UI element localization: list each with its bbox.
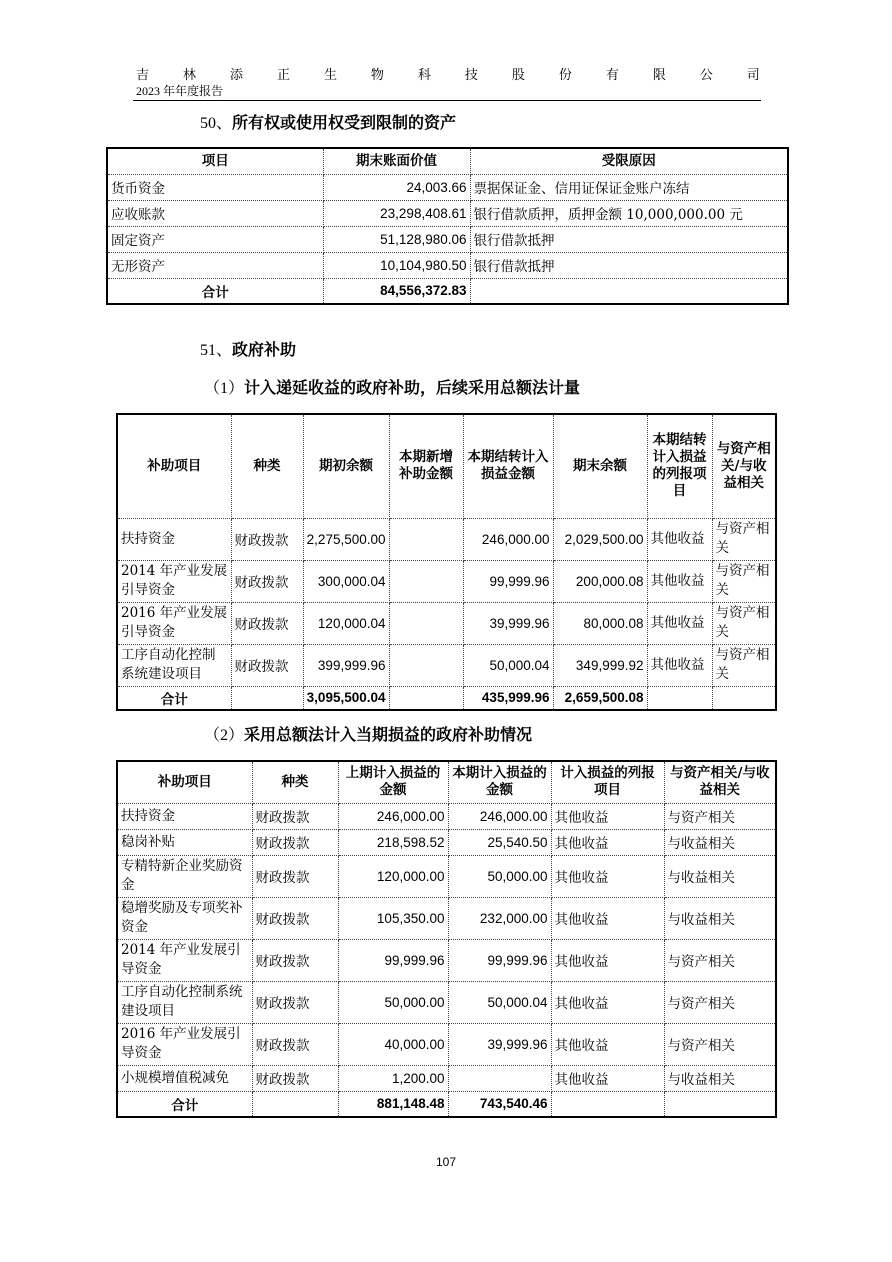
cell-prior: 99,999.96 bbox=[338, 939, 448, 981]
cell-report-item: 其他收益 bbox=[551, 803, 664, 829]
table-row bbox=[117, 897, 776, 939]
subsection-2-title: 采用总额法计入当期损益的政府补助情况 bbox=[244, 725, 533, 744]
cell-type: 财政拨款 bbox=[231, 560, 303, 602]
cell-relation: 与资产相关 bbox=[664, 939, 776, 981]
header-char: 有 bbox=[605, 68, 619, 83]
current-period-subsidy-table bbox=[116, 760, 777, 1118]
table-row bbox=[117, 803, 776, 829]
cell-total-added bbox=[389, 686, 463, 710]
cell-reason: 银行借款抵押 bbox=[470, 252, 788, 278]
header-char: 科 bbox=[417, 68, 431, 83]
header-char: 吉 bbox=[136, 68, 150, 83]
cell-item: 工序自动化控制系统建设项目 bbox=[117, 644, 231, 686]
cell-relation: 与收益相关 bbox=[664, 829, 776, 855]
cell-total-type bbox=[231, 686, 303, 710]
cell-current: 99,999.96 bbox=[448, 939, 551, 981]
cell-total-label: 合计 bbox=[107, 278, 323, 304]
table-header-row bbox=[117, 761, 776, 803]
column-header: 期末余额 bbox=[553, 414, 647, 518]
column-header: 本期结转计入损益的列报项目 bbox=[647, 414, 712, 518]
cell-total-label: 合计 bbox=[117, 1091, 252, 1117]
table-row bbox=[117, 602, 776, 644]
table-row bbox=[117, 1065, 776, 1091]
cell-current: 39,999.96 bbox=[448, 1023, 551, 1065]
cell-type: 财政拨款 bbox=[252, 981, 338, 1023]
cell-report-item: 其他收益 bbox=[551, 855, 664, 897]
table-row bbox=[107, 174, 788, 200]
cell-relation: 与收益相关 bbox=[664, 1065, 776, 1091]
cell-prior: 120,000.00 bbox=[338, 855, 448, 897]
table-total-row bbox=[117, 1091, 776, 1117]
cell-relation: 与资产相关 bbox=[664, 803, 776, 829]
section-51-title: 政府补助 bbox=[232, 340, 297, 359]
cell-type: 财政拨款 bbox=[252, 803, 338, 829]
table-header-row bbox=[117, 414, 776, 518]
cell-transferred: 246,000.00 bbox=[463, 518, 553, 560]
cell-item: 固定资产 bbox=[107, 226, 323, 252]
cell-total-reason bbox=[470, 278, 788, 304]
cell-report-item: 其他收益 bbox=[647, 644, 712, 686]
cell-opening: 399,999.96 bbox=[303, 644, 389, 686]
cell-item: 货币资金 bbox=[107, 174, 323, 200]
column-header: 与资产相关/与收益相关 bbox=[712, 414, 776, 518]
cell-total-report-item bbox=[647, 686, 712, 710]
column-header: 上期计入损益的金额 bbox=[338, 761, 448, 803]
cell-item: 2016 年产业发展引导资金 bbox=[117, 1023, 252, 1065]
cell-type: 财政拨款 bbox=[252, 939, 338, 981]
cell-relation: 与资产相关 bbox=[712, 644, 776, 686]
cell-report-item: 其他收益 bbox=[647, 518, 712, 560]
cell-item: 应收账款 bbox=[107, 200, 323, 226]
subsection-1-title: 计入递延收益的政府补助，后续采用总额法计量 bbox=[244, 378, 581, 397]
cell-reason: 银行借款抵押 bbox=[470, 226, 788, 252]
cell-current: 50,000.04 bbox=[448, 981, 551, 1023]
cell-report-item: 其他收益 bbox=[551, 897, 664, 939]
cell-total-label: 合计 bbox=[117, 686, 231, 710]
cell-added bbox=[389, 644, 463, 686]
subsection-2-heading bbox=[204, 722, 532, 745]
table-row bbox=[117, 981, 776, 1023]
cell-total-prior: 881,148.48 bbox=[338, 1091, 448, 1117]
deferred-subsidy-table bbox=[116, 413, 777, 711]
cell-opening: 300,000.04 bbox=[303, 560, 389, 602]
cell-type: 财政拨款 bbox=[252, 1023, 338, 1065]
cell-added bbox=[389, 602, 463, 644]
header-divider bbox=[133, 100, 761, 101]
cell-current: 50,000.00 bbox=[448, 855, 551, 897]
cell-closing: 2,029,500.00 bbox=[553, 518, 647, 560]
cell-total-value: 84,556,372.83 bbox=[323, 278, 470, 304]
cell-report-item: 其他收益 bbox=[647, 602, 712, 644]
cell-reason: 银行借款质押，质押金额 10,000,000.00 元 bbox=[470, 200, 788, 226]
cell-report-item: 其他收益 bbox=[551, 829, 664, 855]
header-report-year: 2023 年年度报告 bbox=[136, 84, 224, 98]
section-51-number: 51、 bbox=[200, 342, 233, 359]
cell-item: 无形资产 bbox=[107, 252, 323, 278]
header-char: 份 bbox=[558, 68, 572, 83]
cell-type: 财政拨款 bbox=[252, 1065, 338, 1091]
cell-opening: 2,275,500.00 bbox=[303, 518, 389, 560]
section-50-title: 所有权或使用权受到限制的资产 bbox=[232, 113, 457, 132]
cell-value: 51,128,980.06 bbox=[323, 226, 470, 252]
header-char: 限 bbox=[652, 68, 666, 83]
column-header: 本期结转计入损益金额 bbox=[463, 414, 553, 518]
cell-report-item: 其他收益 bbox=[551, 981, 664, 1023]
cell-total-opening: 3,095,500.04 bbox=[303, 686, 389, 710]
cell-item: 扶持资金 bbox=[117, 518, 231, 560]
section-51-heading bbox=[200, 337, 296, 360]
table-header-row bbox=[107, 148, 788, 174]
cell-type: 财政拨款 bbox=[231, 602, 303, 644]
cell-type: 财政拨款 bbox=[252, 855, 338, 897]
cell-total-closing: 2,659,500.08 bbox=[553, 686, 647, 710]
cell-relation: 与收益相关 bbox=[664, 855, 776, 897]
cell-value: 10,104,980.50 bbox=[323, 252, 470, 278]
cell-item: 稳增奖励及专项奖补资金 bbox=[117, 897, 252, 939]
column-header: 计入损益的列报项目 bbox=[551, 761, 664, 803]
column-header: 本期计入损益的金额 bbox=[448, 761, 551, 803]
table-row bbox=[117, 829, 776, 855]
cell-added bbox=[389, 518, 463, 560]
subsection-2-number: （2） bbox=[204, 727, 245, 744]
cell-relation: 与资产相关 bbox=[664, 1023, 776, 1065]
cell-transferred: 99,999.96 bbox=[463, 560, 553, 602]
cell-type: 财政拨款 bbox=[252, 897, 338, 939]
header-char: 添 bbox=[229, 68, 243, 83]
cell-reason: 票据保证金、信用证保证金账户冻结 bbox=[470, 174, 788, 200]
cell-current: 246,000.00 bbox=[448, 803, 551, 829]
table-row bbox=[117, 1023, 776, 1065]
table-row bbox=[107, 226, 788, 252]
cell-closing: 80,000.08 bbox=[553, 602, 647, 644]
cell-report-item: 其他收益 bbox=[551, 1023, 664, 1065]
table-row bbox=[117, 560, 776, 602]
column-header: 种类 bbox=[252, 761, 338, 803]
cell-opening: 120,000.04 bbox=[303, 602, 389, 644]
cell-closing: 349,999.92 bbox=[553, 644, 647, 686]
column-header: 补助项目 bbox=[117, 761, 252, 803]
header-company-name bbox=[136, 64, 760, 83]
restricted-assets-table bbox=[106, 147, 789, 305]
cell-total-relation bbox=[664, 1091, 776, 1117]
cell-transferred: 50,000.04 bbox=[463, 644, 553, 686]
cell-item: 专精特新企业奖励资金 bbox=[117, 855, 252, 897]
table-row bbox=[117, 518, 776, 560]
column-header: 项目 bbox=[107, 148, 323, 174]
header-char: 技 bbox=[464, 68, 478, 83]
cell-relation: 与资产相关 bbox=[712, 560, 776, 602]
cell-relation: 与资产相关 bbox=[664, 981, 776, 1023]
cell-prior: 246,000.00 bbox=[338, 803, 448, 829]
page-number: 107 bbox=[435, 1155, 457, 1169]
cell-closing: 200,000.08 bbox=[553, 560, 647, 602]
cell-total-type bbox=[252, 1091, 338, 1117]
cell-current: 25,540.50 bbox=[448, 829, 551, 855]
cell-type: 财政拨款 bbox=[252, 829, 338, 855]
cell-total-transferred: 435,999.96 bbox=[463, 686, 553, 710]
column-header: 期末账面价值 bbox=[323, 148, 470, 174]
cell-report-item: 其他收益 bbox=[551, 939, 664, 981]
cell-report-item: 其他收益 bbox=[551, 1065, 664, 1091]
cell-item: 稳岗补贴 bbox=[117, 829, 252, 855]
cell-total-report-item bbox=[551, 1091, 664, 1117]
cell-prior: 105,350.00 bbox=[338, 897, 448, 939]
section-50-heading bbox=[200, 110, 456, 133]
header-char: 生 bbox=[323, 68, 337, 83]
cell-item: 小规模增值税减免 bbox=[117, 1065, 252, 1091]
table-row bbox=[117, 644, 776, 686]
cell-item: 2016 年产业发展引导资金 bbox=[117, 602, 231, 644]
section-50-number: 50、 bbox=[200, 115, 233, 132]
header-char: 股 bbox=[511, 68, 525, 83]
column-header: 期初余额 bbox=[303, 414, 389, 518]
subsection-1-heading bbox=[204, 375, 580, 398]
cell-item: 2014 年产业发展引导资金 bbox=[117, 560, 231, 602]
table-row bbox=[117, 855, 776, 897]
cell-transferred: 39,999.96 bbox=[463, 602, 553, 644]
table-row bbox=[107, 252, 788, 278]
cell-type: 财政拨款 bbox=[231, 644, 303, 686]
cell-item: 2014 年产业发展引导资金 bbox=[117, 939, 252, 981]
cell-item: 扶持资金 bbox=[117, 803, 252, 829]
table-row bbox=[107, 200, 788, 226]
cell-item: 工序自动化控制系统建设项目 bbox=[117, 981, 252, 1023]
column-header: 补助项目 bbox=[117, 414, 231, 518]
header-char: 司 bbox=[746, 68, 760, 83]
column-header: 种类 bbox=[231, 414, 303, 518]
table-total-row bbox=[107, 278, 788, 304]
header-char: 林 bbox=[182, 68, 196, 83]
cell-total-relation bbox=[712, 686, 776, 710]
cell-prior: 40,000.00 bbox=[338, 1023, 448, 1065]
cell-report-item: 其他收益 bbox=[647, 560, 712, 602]
table-row bbox=[117, 939, 776, 981]
cell-prior: 50,000.00 bbox=[338, 981, 448, 1023]
cell-type: 财政拨款 bbox=[231, 518, 303, 560]
column-header: 本期新增补助金额 bbox=[389, 414, 463, 518]
header-char: 物 bbox=[370, 68, 384, 83]
column-header: 与资产相关/与收益相关 bbox=[664, 761, 776, 803]
header-char: 公 bbox=[699, 68, 713, 83]
subsection-1-number: （1） bbox=[204, 380, 245, 397]
header-char: 正 bbox=[276, 68, 290, 83]
cell-value: 24,003.66 bbox=[323, 174, 470, 200]
cell-added bbox=[389, 560, 463, 602]
table-total-row bbox=[117, 686, 776, 710]
cell-value: 23,298,408.61 bbox=[323, 200, 470, 226]
column-header: 受限原因 bbox=[470, 148, 788, 174]
cell-relation: 与资产相关 bbox=[712, 518, 776, 560]
cell-current bbox=[448, 1065, 551, 1091]
cell-prior: 218,598.52 bbox=[338, 829, 448, 855]
cell-total-current: 743,540.46 bbox=[448, 1091, 551, 1117]
cell-current: 232,000.00 bbox=[448, 897, 551, 939]
cell-relation: 与收益相关 bbox=[664, 897, 776, 939]
cell-prior: 1,200.00 bbox=[338, 1065, 448, 1091]
cell-relation: 与资产相关 bbox=[712, 602, 776, 644]
